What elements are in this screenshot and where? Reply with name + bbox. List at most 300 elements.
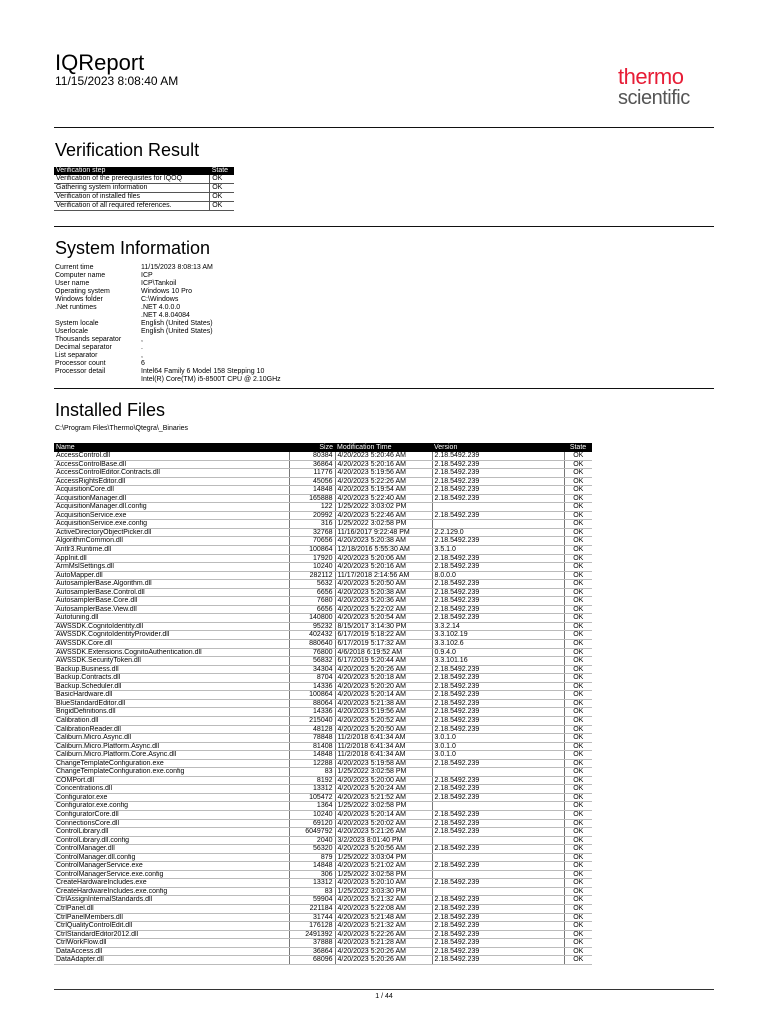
system-info-key: User name — [55, 280, 90, 287]
file-state: OK — [564, 546, 592, 555]
file-version — [432, 503, 564, 512]
table-row — [54, 853, 592, 862]
file-modified: 4/20/2023 5:21:32 AM — [335, 922, 432, 931]
report-timestamp: 11/15/2023 8:08:40 AM — [55, 74, 179, 88]
installed-files-heading: Installed Files — [55, 400, 166, 420]
file-version: 2.18.5492.239 — [432, 452, 564, 460]
file-size: 20992 — [289, 511, 335, 520]
file-size: 68096 — [289, 956, 335, 965]
table-row — [54, 580, 592, 589]
file-state: OK — [564, 691, 592, 700]
file-state: OK — [564, 588, 592, 597]
system-info-value: 6 — [141, 360, 145, 367]
table-row — [54, 597, 592, 606]
file-version: 2.18.5492.239 — [432, 674, 564, 683]
system-info-value: English (United States) — [141, 320, 213, 327]
file-name: CtrlStandardEditor2012.dll — [54, 930, 289, 939]
file-state: OK — [564, 785, 592, 794]
file-size: 7680 — [289, 597, 335, 606]
file-name: COMPort.dll — [54, 776, 289, 785]
page-number: 1 / 44 — [375, 993, 393, 1000]
system-info-row — [55, 336, 281, 344]
file-modified: 4/20/2023 5:22:46 AM — [335, 511, 432, 520]
table-row — [54, 546, 592, 555]
table-row — [54, 571, 592, 580]
system-info-row — [55, 312, 281, 320]
file-size: 176128 — [289, 922, 335, 931]
system-info-row — [55, 264, 281, 272]
file-state: OK — [564, 802, 592, 811]
file-name: AccessControlEditor.Contracts.dll — [54, 469, 289, 478]
file-version: 2.18.5492.239 — [432, 828, 564, 837]
system-info-key: .Net runtimes — [55, 304, 97, 311]
file-modified: 1/25/2022 3:03:04 PM — [335, 853, 432, 862]
file-size: 14336 — [289, 682, 335, 691]
file-name: AWSSDK.CognitoIdentity.dll — [54, 622, 289, 631]
file-name: BrigidDefinitions.dll — [54, 708, 289, 717]
file-state: OK — [564, 913, 592, 922]
file-state: OK — [564, 734, 592, 743]
file-version: 2.18.5492.239 — [432, 614, 564, 623]
file-version: 2.18.5492.239 — [432, 939, 564, 948]
verification-step: Verification of the prerequisites for IQOQ — [54, 175, 210, 184]
system-info-row — [55, 320, 281, 328]
file-modified: 4/20/2023 5:19:54 AM — [335, 486, 432, 495]
file-version: 2.18.5492.239 — [432, 605, 564, 614]
file-modified: 11/17/2018 2:14:56 AM — [335, 571, 432, 580]
file-modified: 6/17/2019 5:20:44 AM — [335, 657, 432, 666]
thermo-scientific-logo — [618, 66, 710, 108]
file-size: 1364 — [289, 802, 335, 811]
table-row — [54, 520, 592, 529]
system-info-row — [55, 280, 281, 288]
file-state: OK — [564, 511, 592, 520]
file-modified: 4/20/2023 5:20:18 AM — [335, 674, 432, 683]
divider — [54, 388, 714, 389]
table-row — [54, 776, 592, 785]
file-version: 2.18.5492.239 — [432, 682, 564, 691]
file-name: Calibration.dll — [54, 716, 289, 725]
system-info-value: Intel64 Family 6 Model 158 Stepping 10 — [141, 368, 265, 375]
file-size: 221184 — [289, 904, 335, 913]
file-modified: 4/20/2023 5:20:50 AM — [335, 725, 432, 734]
file-modified: 1/25/2022 3:02:58 PM — [335, 870, 432, 879]
file-version: 2.18.5492.239 — [432, 469, 564, 478]
file-modified: 4/20/2023 5:21:32 AM — [335, 896, 432, 905]
file-size: 36864 — [289, 947, 335, 956]
system-info-value: English (United States) — [141, 328, 213, 335]
file-state: OK — [564, 699, 592, 708]
file-name: AccessControl.dll — [54, 452, 289, 460]
table-row — [54, 845, 592, 854]
file-size: 37888 — [289, 939, 335, 948]
file-state: OK — [564, 520, 592, 529]
file-size: 70656 — [289, 537, 335, 546]
file-size: 215040 — [289, 716, 335, 725]
file-modified: 4/20/2023 5:22:40 AM — [335, 494, 432, 503]
table-row — [54, 614, 592, 623]
file-state: OK — [564, 614, 592, 623]
file-version: 2.18.5492.239 — [432, 511, 564, 520]
file-size: 81408 — [289, 742, 335, 751]
file-size: 83 — [289, 887, 335, 896]
system-info-value: .NET 4.0.0.0 — [141, 304, 181, 311]
file-modified: 4/20/2023 5:20:10 AM — [335, 879, 432, 888]
verification-heading: Verification Result — [55, 140, 200, 160]
table-row — [54, 554, 592, 563]
file-state: OK — [564, 887, 592, 896]
file-state: OK — [564, 503, 592, 512]
file-state: OK — [564, 725, 592, 734]
file-size: 402432 — [289, 631, 335, 640]
file-modified: 1/25/2022 3:02:58 PM — [335, 768, 432, 777]
file-name: AcquisitionManager.dll — [54, 494, 289, 503]
file-name: CreateHardwareIncludes.exe.config — [54, 887, 289, 896]
file-size: 14848 — [289, 751, 335, 760]
file-modified: 4/20/2023 5:20:26 AM — [335, 665, 432, 674]
file-state: OK — [564, 571, 592, 580]
table-row — [54, 640, 592, 649]
file-name: Backup.Contracts.dll — [54, 674, 289, 683]
table-row — [54, 896, 592, 905]
system-info-key: Current time — [55, 264, 94, 271]
system-info-key: System locale — [55, 320, 99, 327]
table-row — [54, 802, 592, 811]
table-row — [54, 691, 592, 700]
verification-state: OK — [210, 184, 234, 193]
file-version: 2.18.5492.239 — [432, 759, 564, 768]
file-size: 83 — [289, 768, 335, 777]
install-path: C:\Program Files\Thermo\Qtegra\_Binaries — [55, 425, 189, 432]
system-info-row — [55, 288, 281, 296]
file-size: 69120 — [289, 819, 335, 828]
file-state: OK — [564, 477, 592, 486]
file-version — [432, 853, 564, 862]
file-version: 2.18.5492.239 — [432, 708, 564, 717]
file-modified: 1/25/2022 3:03:02 PM — [335, 503, 432, 512]
file-modified: 4/20/2023 5:20:46 AM — [335, 452, 432, 460]
file-state: OK — [564, 828, 592, 837]
file-name: ConnectionsCore.dll — [54, 819, 289, 828]
file-version: 2.18.5492.239 — [432, 699, 564, 708]
file-name: AWSSDK.SecurityToken.dll — [54, 657, 289, 666]
table-row — [54, 930, 592, 939]
file-version: 2.18.5492.239 — [432, 486, 564, 495]
file-state: OK — [564, 845, 592, 854]
table-row — [54, 665, 592, 674]
file-state: OK — [564, 956, 592, 965]
verification-step: Gathering system information — [54, 184, 210, 193]
table-row — [54, 674, 592, 683]
file-modified: 4/20/2023 5:21:28 AM — [335, 939, 432, 948]
file-size: 2040 — [289, 836, 335, 845]
file-version: 2.18.5492.239 — [432, 785, 564, 794]
file-state: OK — [564, 853, 592, 862]
file-modified: 4/20/2023 5:20:02 AM — [335, 819, 432, 828]
file-state: OK — [564, 605, 592, 614]
file-version: 3.3.102.6 — [432, 640, 564, 649]
file-version: 2.18.5492.239 — [432, 810, 564, 819]
file-version — [432, 768, 564, 777]
file-state: OK — [564, 528, 592, 537]
table-row — [54, 511, 592, 520]
file-version: 2.18.5492.239 — [432, 845, 564, 854]
system-info-key — [55, 376, 141, 384]
file-state: OK — [564, 904, 592, 913]
system-info-value: .NET 4.8.04084 — [141, 312, 190, 319]
system-info-row — [55, 360, 281, 368]
verification-row — [54, 193, 234, 202]
system-info-key: List separator — [55, 352, 98, 359]
file-name: ControlManager.dll.config — [54, 853, 289, 862]
file-modified: 4/20/2023 5:21:48 AM — [335, 913, 432, 922]
file-state: OK — [564, 494, 592, 503]
file-size: 306 — [289, 870, 335, 879]
file-modified: 4/20/2023 5:19:58 AM — [335, 759, 432, 768]
system-info-key: Processor detail — [55, 368, 106, 375]
file-version: 2.18.5492.239 — [432, 879, 564, 888]
table-row — [54, 742, 592, 751]
file-name: CtrlWorkFlow.dll — [54, 939, 289, 948]
file-name: Caliburn.Micro.Async.dll — [54, 734, 289, 743]
table-row — [54, 699, 592, 708]
file-modified: 4/20/2023 5:22:08 AM — [335, 904, 432, 913]
file-state: OK — [564, 793, 592, 802]
file-version: 2.18.5492.239 — [432, 930, 564, 939]
table-row — [54, 725, 592, 734]
installed-files-table — [54, 443, 592, 965]
file-modified: 11/2/2018 6:41:34 AM — [335, 751, 432, 760]
file-size: 6656 — [289, 588, 335, 597]
table-row — [54, 563, 592, 572]
table-row — [54, 793, 592, 802]
system-info-row — [55, 272, 281, 280]
file-size: 282112 — [289, 571, 335, 580]
file-modified: 4/20/2023 5:21:02 AM — [335, 862, 432, 871]
verification-row — [54, 175, 234, 184]
file-state: OK — [564, 460, 592, 469]
table-row — [54, 956, 592, 965]
file-name: AutosamplerBase.Core.dll — [54, 597, 289, 606]
verification-step: Verification of installed files — [54, 193, 210, 202]
file-size: 56320 — [289, 845, 335, 854]
file-version: 2.18.5492.239 — [432, 588, 564, 597]
file-version: 2.18.5492.239 — [432, 922, 564, 931]
table-row — [54, 904, 592, 913]
file-modified: 4/20/2023 5:19:56 AM — [335, 469, 432, 478]
file-modified: 4/20/2023 5:20:54 AM — [335, 614, 432, 623]
file-name: Caliburn.Micro.Platform.Async.dll — [54, 742, 289, 751]
divider — [54, 226, 714, 227]
file-version: 2.18.5492.239 — [432, 494, 564, 503]
table-row — [54, 605, 592, 614]
file-size: 12288 — [289, 759, 335, 768]
file-modified: 4/6/2018 6:19:52 AM — [335, 648, 432, 657]
system-info-row — [55, 304, 281, 312]
file-modified: 4/20/2023 5:20:16 AM — [335, 460, 432, 469]
file-modified: 4/20/2023 5:20:14 AM — [335, 810, 432, 819]
file-version: 2.18.5492.239 — [432, 947, 564, 956]
file-size: 88064 — [289, 699, 335, 708]
file-size: 2491392 — [289, 930, 335, 939]
file-name: AWSSDK.Extensions.CognitoAuthentication.dll — [54, 648, 289, 657]
file-state: OK — [564, 947, 592, 956]
file-modified: 4/20/2023 5:20:06 AM — [335, 554, 432, 563]
file-version: 3.0.1.0 — [432, 751, 564, 760]
table-row — [54, 452, 592, 460]
file-version: 8.0.0.0 — [432, 571, 564, 580]
file-state: OK — [564, 648, 592, 657]
file-state: OK — [564, 674, 592, 683]
table-row — [54, 785, 592, 794]
file-state: OK — [564, 776, 592, 785]
system-info-value: C:\Windows — [141, 296, 179, 303]
file-size: 165888 — [289, 494, 335, 503]
file-modified: 4/20/2023 5:21:38 AM — [335, 699, 432, 708]
file-size: 13312 — [289, 785, 335, 794]
file-state: OK — [564, 870, 592, 879]
file-modified: 6/17/2019 5:17:32 AM — [335, 640, 432, 649]
system-info-key: Processor count — [55, 360, 106, 367]
divider — [54, 127, 714, 128]
system-info-row — [55, 344, 281, 352]
file-version: 2.18.5492.239 — [432, 913, 564, 922]
file-modified: 12/18/2016 5:55:30 AM — [335, 546, 432, 555]
file-version: 2.18.5492.239 — [432, 725, 564, 734]
system-info-row — [55, 296, 281, 304]
file-version: 2.18.5492.239 — [432, 862, 564, 871]
file-name: Configurator.exe.config — [54, 802, 289, 811]
col-header: Modification Time — [335, 443, 432, 452]
file-state: OK — [564, 896, 592, 905]
table-row — [54, 469, 592, 478]
file-modified: 4/20/2023 5:21:52 AM — [335, 793, 432, 802]
file-name: AcquisitionCore.dll — [54, 486, 289, 495]
table-row — [54, 768, 592, 777]
file-name: ControlLibrary.dll — [54, 828, 289, 837]
file-modified: 1/25/2022 3:02:58 PM — [335, 802, 432, 811]
file-size: 56832 — [289, 657, 335, 666]
file-name: ControlManagerService.exe.config — [54, 870, 289, 879]
file-name: AutoMapper.dll — [54, 571, 289, 580]
table-row — [54, 657, 592, 666]
table-row — [54, 648, 592, 657]
verification-state: OK — [210, 193, 234, 202]
file-state: OK — [564, 640, 592, 649]
system-info-value: . — [141, 344, 143, 351]
file-size: 34304 — [289, 665, 335, 674]
file-size: 95232 — [289, 622, 335, 631]
system-info-heading: System Information — [55, 238, 211, 258]
file-version: 2.18.5492.239 — [432, 819, 564, 828]
system-info-value: , — [141, 352, 143, 359]
file-modified: 4/20/2023 5:22:26 AM — [335, 477, 432, 486]
file-version: 3.0.1.0 — [432, 742, 564, 751]
file-name: AutosamplerBase.Algorithm.dll — [54, 580, 289, 589]
table-row — [54, 913, 592, 922]
file-state: OK — [564, 810, 592, 819]
file-name: BasicHardware.dll — [54, 691, 289, 700]
file-modified: 11/2/2018 6:41:34 AM — [335, 742, 432, 751]
file-name: ControlManager.dll — [54, 845, 289, 854]
file-state: OK — [564, 597, 592, 606]
file-state: OK — [564, 622, 592, 631]
file-name: DataAdapter.dll — [54, 956, 289, 965]
file-name: CtrlPanelMembers.dll — [54, 913, 289, 922]
file-name: ChangeTemplateConfiguration.exe — [54, 759, 289, 768]
file-modified: 4/20/2023 5:20:38 AM — [335, 588, 432, 597]
file-name: ControlManagerService.exe — [54, 862, 289, 871]
file-name: AlgorithmCommon.dll — [54, 537, 289, 546]
report-title: IQReport — [55, 50, 145, 75]
system-info-table — [55, 264, 281, 384]
file-state: OK — [564, 939, 592, 948]
table-row — [54, 870, 592, 879]
file-size: 78848 — [289, 734, 335, 743]
table-row — [54, 887, 592, 896]
file-name: ActiveDirectoryObjectPicker.dll — [54, 528, 289, 537]
system-info-key: Decimal separator — [55, 344, 112, 351]
table-row — [54, 922, 592, 931]
file-name: AppInit.dll — [54, 554, 289, 563]
table-row — [54, 836, 592, 845]
col-header: State — [210, 167, 234, 175]
verification-state: OK — [210, 175, 234, 184]
file-size: 10240 — [289, 810, 335, 819]
file-size: 5632 — [289, 580, 335, 589]
file-size: 59904 — [289, 896, 335, 905]
verification-state: OK — [210, 202, 234, 211]
file-version — [432, 870, 564, 879]
table-row — [54, 751, 592, 760]
file-size: 14848 — [289, 486, 335, 495]
file-version: 2.18.5492.239 — [432, 554, 564, 563]
file-modified: 4/20/2023 5:20:26 AM — [335, 947, 432, 956]
table-row — [54, 528, 592, 537]
system-info-value: ICP — [141, 272, 153, 279]
file-size: 10240 — [289, 563, 335, 572]
file-modified: 6/17/2019 5:18:22 AM — [335, 631, 432, 640]
file-version: 2.18.5492.239 — [432, 904, 564, 913]
file-name: AcquisitionManager.dll.config — [54, 503, 289, 512]
file-size: 6049792 — [289, 828, 335, 837]
system-info-value: Intel(R) Core(TM) i5-8500T CPU @ 2.10GHz — [141, 376, 281, 383]
file-size: 14336 — [289, 708, 335, 717]
system-info-row — [55, 376, 281, 384]
file-state: OK — [564, 862, 592, 871]
file-name: ControlLibrary.dll.config — [54, 836, 289, 845]
file-size: 879 — [289, 853, 335, 862]
file-state: OK — [564, 759, 592, 768]
file-version: 3.3.2.14 — [432, 622, 564, 631]
col-header: Version — [432, 443, 564, 452]
verification-row — [54, 202, 234, 211]
file-size: 80384 — [289, 452, 335, 460]
table-row — [54, 947, 592, 956]
system-info-row — [55, 352, 281, 360]
table-row — [54, 734, 592, 743]
file-modified: 4/20/2023 5:20:16 AM — [335, 563, 432, 572]
file-name: CtrlPanel.dll — [54, 904, 289, 913]
file-version: 2.18.5492.239 — [432, 956, 564, 965]
table-row — [54, 494, 592, 503]
system-info-value: Windows 10 Pro — [141, 288, 192, 295]
file-version — [432, 520, 564, 529]
table-row — [54, 828, 592, 837]
system-info-key: Computer name — [55, 272, 106, 279]
file-version: 2.2.129.0 — [432, 528, 564, 537]
file-modified: 4/20/2023 5:20:00 AM — [335, 776, 432, 785]
